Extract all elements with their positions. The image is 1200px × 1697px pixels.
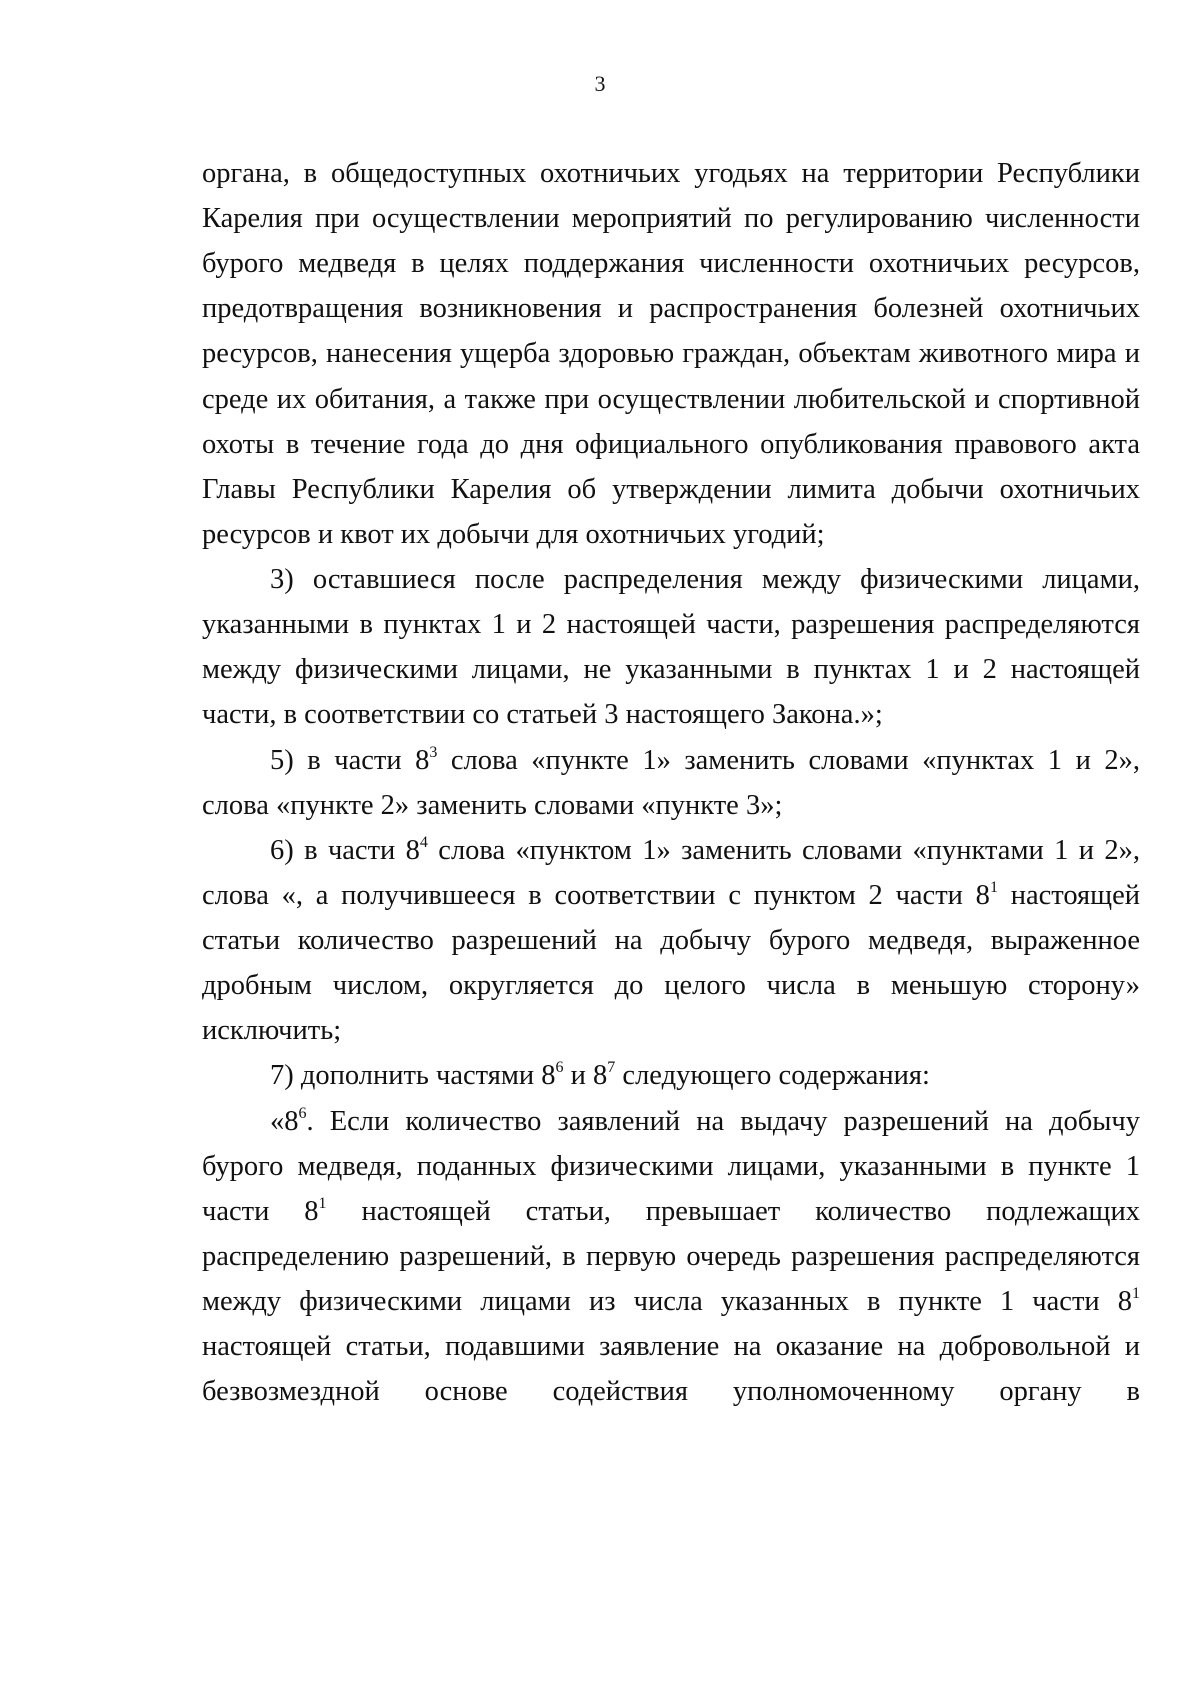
text-run: части 8	[202, 1196, 319, 1227]
text-run: органа, в общедоступных охотничьих угодьях на территории Республики	[202, 158, 1140, 189]
text-line	[202, 292, 1140, 326]
text-run: исключить;	[202, 1015, 342, 1046]
superscript: 6	[298, 1104, 307, 1122]
text-run: ресурсов и квот их добычи для охотничьих угодий;	[202, 519, 825, 550]
text-line	[202, 1150, 1140, 1184]
page-number: 3	[594, 71, 606, 96]
text-run: настоящей	[997, 880, 1140, 911]
text-run: Карелия при осуществлении мероприятий по регулированию численности	[202, 203, 1140, 234]
text-line	[270, 1059, 1140, 1093]
text-run: 5) в части 8	[270, 745, 430, 776]
text-run: между физическими лицами из числа указанных в пункте 1 части 8	[202, 1286, 1132, 1317]
text-run: бурого медведя, поданных физическими лицами, указанными в пункте 1	[202, 1151, 1140, 1182]
text-line	[202, 1285, 1140, 1319]
text-line	[202, 789, 1140, 823]
text-run: следующего содержания:	[615, 1060, 930, 1091]
text-run: 6) в части 8	[270, 835, 420, 866]
superscript: 7	[607, 1058, 616, 1076]
text-line	[202, 337, 1140, 371]
text-line	[202, 608, 1140, 642]
text-run: и 8	[563, 1060, 608, 1091]
text-run: предотвращения возникновения и распространения болезней охотничьих	[202, 293, 1140, 324]
text-line	[202, 698, 1140, 732]
text-run: бурого медведя в целях поддержания численности охотничьих ресурсов,	[202, 248, 1140, 279]
text-line	[202, 653, 1140, 687]
superscript: 1	[989, 878, 998, 896]
text-run: слова «пунктом 1» заменить словами «пунктами 1 и 2»,	[427, 835, 1140, 866]
text-line	[270, 563, 1140, 597]
text-line	[202, 1330, 1140, 1364]
text-run: «8	[270, 1106, 299, 1137]
text-line	[202, 969, 1140, 1003]
text-line	[202, 473, 1140, 507]
text-run: настоящей статьи, подавшими заявление на оказание на добровольной и	[202, 1331, 1140, 1362]
text-run: среде их обитания, а также при осуществлении любительской и спортивной	[202, 384, 1140, 415]
text-run: дробным числом, округляется до целого числа в меньшую сторону»	[202, 970, 1140, 1001]
text-run: . Если количество заявлений на выдачу разрешений на добычу	[306, 1106, 1140, 1137]
text-line	[202, 1240, 1140, 1274]
superscript: 1	[318, 1194, 327, 1212]
text-run: 7) дополнить частями 8	[270, 1060, 556, 1091]
text-line	[202, 1195, 1140, 1229]
text-run: между физическими лицами, не указанными в пунктах 1 и 2 настоящей	[202, 654, 1140, 685]
text-line	[202, 202, 1140, 236]
text-run: указанными в пунктах 1 и 2 настоящей части, разрешения распределяются	[202, 609, 1140, 640]
text-run: статьи количество разрешений на добычу бурого медведя, выраженное	[202, 925, 1140, 956]
text-line	[202, 247, 1140, 281]
text-run: Главы Республики Карелия об утверждении лимита добычи охотничьих	[202, 474, 1140, 505]
text-line	[202, 1014, 1140, 1048]
text-run: настоящей статьи, превышает количество подлежащих	[326, 1196, 1141, 1227]
text-run: охоты в течение года до дня официального опубликования правового акта	[202, 429, 1140, 460]
text-run: ресурсов, нанесения ущерба здоровью граждан, объектам животного мира и	[202, 338, 1140, 369]
superscript: 4	[419, 833, 428, 851]
text-run: распределению разрешений, в первую очередь разрешения распределяются	[202, 1241, 1140, 1272]
text-line	[202, 428, 1140, 462]
text-run: слова «, а получившееся в соответствии с пунктом 2 части 8	[202, 880, 990, 911]
superscript: 3	[429, 743, 438, 761]
text-line	[202, 518, 1140, 552]
text-run: 3) оставшиеся после распределения между физическими лицами,	[270, 564, 1140, 595]
text-line	[202, 383, 1140, 417]
text-line	[270, 834, 1140, 868]
text-line	[202, 879, 1140, 913]
text-run: части, в соответствии со статьей 3 настоящего Закона.»;	[202, 699, 883, 730]
text-run: слова «пункте 2» заменить словами «пункте 3»;	[202, 790, 783, 821]
superscript: 6	[555, 1058, 564, 1076]
superscript: 1	[1132, 1284, 1140, 1302]
text-line	[270, 744, 1140, 778]
text-run: безвозмездной основе содействия уполномоченному органу в	[202, 1376, 1140, 1407]
text-line	[202, 1375, 1140, 1409]
text-run: слова «пункте 1» заменить словами «пунктах 1 и 2»,	[437, 745, 1140, 776]
text-line	[202, 924, 1140, 958]
text-line	[202, 157, 1140, 191]
text-line	[270, 1105, 1140, 1139]
